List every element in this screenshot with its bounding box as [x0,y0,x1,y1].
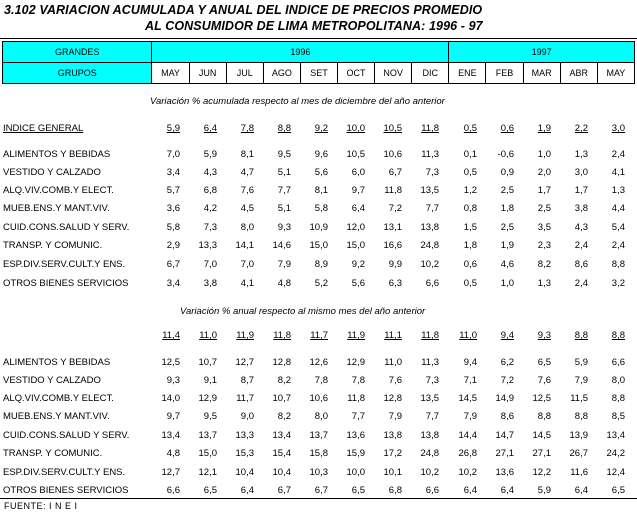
cell-value: 11,7 [236,393,254,404]
cell-value: 5,9 [203,149,217,160]
header-grandes: GRANDES [3,42,152,63]
cell-value: 10,2 [420,467,439,478]
cell-value: 5,6 [314,167,328,178]
cell-value: 10,7 [272,393,291,404]
cell-value: 8,8 [611,259,625,270]
row-label: VESTIDO Y CALZADO [3,167,101,178]
cell-value: 2,4 [574,240,588,251]
cell-value: 1,9 [537,123,551,134]
cell-value: 10,0 [346,467,365,478]
cell-value: 7,9 [388,411,402,422]
cell-value: 5,9 [166,123,180,134]
cell-value: 6,4 [351,203,365,214]
cell-value: 7,9 [574,375,588,386]
cell-value: 14,1 [235,240,254,251]
cell-value: 8,6 [574,259,588,270]
row-label: ALIMENTOS Y BEBIDAS [3,149,111,160]
cell-value: 6,5 [611,485,625,496]
cell-value: 13,8 [420,222,439,233]
header-month: AGO [263,63,300,84]
cell-value: 0,5 [463,278,477,289]
cell-value: 6,5 [351,485,365,496]
table-row [0,259,637,272]
cell-value: 0,6 [463,259,477,270]
cell-value: 13,4 [161,430,180,441]
title-line-2: AL CONSUMIDOR DE LIMA METROPOLITANA: 1996 - 97 [145,19,483,33]
cell-value: 13,5 [420,393,439,404]
cell-value: 5,1 [277,203,291,214]
cell-value: -0,6 [497,149,514,160]
header-month: ENE [449,63,486,84]
row-label: TRANSP. Y COMUNIC. [3,448,103,459]
cell-value: 3,4 [166,167,180,178]
cell-value: 0,6 [500,123,514,134]
header-month: MAY [597,63,634,84]
cell-value: 9,3 [537,330,551,341]
cell-value: 1,8 [463,240,477,251]
cell-value: 2,3 [537,240,551,251]
cell-value: 9,7 [166,411,180,422]
cell-value: 14,0 [161,393,180,404]
cell-value: 10,1 [383,467,402,478]
header-month: MAR [523,63,560,84]
cell-value: 10,0 [346,123,365,134]
cell-value: 3,5 [537,222,551,233]
cell-value: 15,0 [309,240,328,251]
cell-value: 26,8 [458,448,477,459]
cell-value: 6,4 [240,485,254,496]
cell-value: 15,8 [309,448,328,459]
cell-value: 6,8 [388,485,402,496]
cell-value: 1,7 [574,185,588,196]
cell-value: 0,5 [463,123,477,134]
cell-value: 12,2 [532,467,551,478]
row-label: ALIMENTOS Y BEBIDAS [3,357,111,368]
cell-value: 8,0 [240,222,254,233]
cell-value: 17,2 [383,448,402,459]
cell-value: 4,6 [500,259,514,270]
row-label: OTROS BIENES SERVICIOS [3,485,129,496]
table-row [0,203,637,216]
cell-value: 12,8 [272,357,291,368]
cell-value: 14,7 [495,430,514,441]
cell-value: 8,9 [314,259,328,270]
row-label: CUID.CONS.SALUD Y SERV. [3,430,130,441]
cell-value: 1,9 [500,240,514,251]
cell-value: 11,3 [421,357,439,368]
cell-value: 6,4 [574,485,588,496]
cell-value: 10,9 [309,222,328,233]
cell-value: 5,8 [166,222,180,233]
cell-value: 10,6 [309,393,328,404]
cell-value: 11,6 [570,467,588,478]
cell-value: 13,7 [198,430,217,441]
bottom-rule [0,498,637,499]
cell-value: 7,3 [203,222,217,233]
cell-value: 15,4 [272,448,291,459]
cell-value: 7,9 [463,411,477,422]
cell-value: 2,4 [611,149,625,160]
cell-value: 10,2 [458,467,477,478]
cell-value: 15,3 [235,448,254,459]
table-row [0,411,637,424]
header-month: SET [300,63,337,84]
cell-value: 15,0 [346,240,365,251]
cell-value: 24,2 [606,448,625,459]
row-label: MUEB.ENS.Y MANT.VIV. [3,203,110,214]
cell-value: 0,1 [463,149,477,160]
table-row [0,185,637,198]
cell-value: 6,0 [351,167,365,178]
cell-value: 3,4 [166,278,180,289]
cell-value: 12,9 [198,393,217,404]
cell-value: 9,4 [463,357,477,368]
table-row [0,357,637,370]
cell-value: 11,8 [273,330,291,341]
cell-value: 11,8 [384,185,402,196]
header-month: JUL [226,63,263,84]
cell-value: 1,8 [500,203,514,214]
cell-value: 12,7 [161,467,180,478]
cell-value: 10,3 [309,467,328,478]
table-row [0,222,637,235]
source-note: FUENTE: I N E I [4,501,78,511]
cell-value: 13,6 [346,430,365,441]
cell-value: 11,0 [199,330,217,341]
cell-value: 11,5 [570,393,588,404]
cell-value: 4,4 [611,203,625,214]
cell-value: 9,2 [314,123,328,134]
cell-value: 13,3 [198,240,217,251]
cell-value: 2,5 [537,203,551,214]
cell-value: 2,0 [537,167,551,178]
cell-value: 11,3 [421,149,439,160]
cell-value: 6,7 [166,259,180,270]
cell-value: 7,6 [537,375,551,386]
cell-value: 4,7 [240,167,254,178]
cell-value: 9,3 [166,375,180,386]
table-row [0,278,637,291]
cell-value: 8,8 [611,330,625,341]
cell-value: 10,6 [383,149,402,160]
cell-value: 6,3 [388,278,402,289]
row-label: MUEB.ENS.Y MANT.VIV. [3,411,110,422]
cell-value: 13,9 [569,430,588,441]
cell-value: 4,1 [611,167,625,178]
cell-value: 1,3 [574,149,588,160]
general-index-row [0,123,637,136]
table-row [0,485,637,498]
table-row [0,467,637,480]
row-label: ALQ.VIV.COMB.Y ELECT. [3,185,114,196]
cell-value: 1,0 [537,149,551,160]
cell-value: 7,7 [277,185,291,196]
cell-value: 9,5 [203,411,217,422]
cell-value: 13,3 [235,430,254,441]
cell-value: 8,1 [240,149,254,160]
cell-value: 7,0 [203,259,217,270]
cell-value: 6,4 [203,123,217,134]
cell-value: 0,5 [463,167,477,178]
cell-value: 1,2 [463,185,477,196]
table-row [0,393,637,406]
cell-value: 13,4 [606,430,625,441]
cell-value: 2,2 [574,123,588,134]
cell-value: 11,0 [459,330,477,341]
cell-value: 5,9 [574,357,588,368]
top-rule [0,38,637,39]
table-row [0,240,637,253]
cell-value: 14,9 [495,393,514,404]
cell-value: 2,4 [574,278,588,289]
cell-value: 2,4 [611,240,625,251]
row-label: ESP.DIV.SERV.CULT.Y ENS. [3,467,126,478]
cell-value: 1,3 [537,278,551,289]
cell-value: 4,1 [240,278,254,289]
cell-value: 14,5 [532,430,551,441]
cell-value: 7,9 [277,259,291,270]
cell-value: 6,4 [463,485,477,496]
cell-value: 13,4 [272,430,291,441]
cell-value: 11,1 [384,330,402,341]
cell-value: 6,4 [500,485,514,496]
cell-value: 2,5 [500,185,514,196]
cell-value: 14,5 [458,393,477,404]
row-label: ESP.DIV.SERV.CULT.Y ENS. [3,259,126,270]
cell-value: 12,5 [161,357,180,368]
cell-value: 11,9 [236,330,254,341]
cell-value: 13,8 [383,430,402,441]
cell-value: 27,1 [495,448,514,459]
cell-value: 9,7 [351,185,365,196]
general-index-row [0,330,637,343]
header-month: OCT [338,63,375,84]
cell-value: 14,6 [272,240,291,251]
cell-value: 10,7 [198,357,217,368]
row-label: ALQ.VIV.COMB.Y ELECT. [3,393,114,404]
cell-value: 24,8 [420,448,439,459]
cell-value: 11,0 [384,357,402,368]
cell-value: 7,6 [240,185,254,196]
cell-value: 9,5 [277,149,291,160]
cell-value: 6,6 [425,278,439,289]
cell-value: 11,8 [421,330,439,341]
cell-value: 9,1 [203,375,217,386]
cell-value: 10,4 [235,467,254,478]
table-row [0,167,637,180]
cell-value: 9,0 [240,411,254,422]
cell-value: 7,8 [314,375,328,386]
cell-value: 3,0 [574,167,588,178]
cell-value: 0,9 [500,167,514,178]
cell-value: 7,7 [425,203,439,214]
cell-value: 6,6 [166,485,180,496]
cell-value: 11,8 [347,393,365,404]
header-year-1996: 1996 [152,42,449,63]
cell-value: 14,4 [458,430,477,441]
cell-value: 7,1 [463,375,477,386]
cell-value: 6,7 [314,485,328,496]
cell-value: 13,7 [309,430,328,441]
cell-value: 4,2 [203,203,217,214]
table-row [0,448,637,461]
cell-value: 12,1 [198,467,217,478]
cell-value: 6,5 [203,485,217,496]
header-month: NOV [375,63,412,84]
cell-value: 7,3 [425,167,439,178]
cell-value: 7,7 [351,411,365,422]
cell-value: 8,2 [277,375,291,386]
cell-value: 12,9 [346,357,365,368]
cell-value: 11,9 [347,330,365,341]
cell-value: 7,0 [240,259,254,270]
cell-value: 11,4 [162,330,180,341]
cell-value: 12,4 [606,467,625,478]
cell-value: 6,8 [203,185,217,196]
cell-value: 9,3 [277,222,291,233]
cell-value: 26,7 [569,448,588,459]
header-grupos: GRUPOS [3,63,152,84]
header-year-1997: 1997 [449,42,635,63]
header-month: DIC [412,63,449,84]
cell-value: 9,9 [388,259,402,270]
cell-value: 6,5 [537,357,551,368]
cell-value: 7,2 [388,203,402,214]
cell-value: 12,8 [383,393,402,404]
cell-value: 0,8 [463,203,477,214]
row-label: CUID.CONS.SALUD Y SERV. [3,222,130,233]
cell-value: 9,2 [351,259,365,270]
cell-value: 8,8 [574,411,588,422]
section-1-subtitle: Variación % acumulada respecto al mes de diciembre del año anterior [150,96,445,107]
cell-value: 5,9 [537,485,551,496]
cell-value: 5,6 [351,278,365,289]
cell-value: 4,8 [166,448,180,459]
cell-value: 7,8 [351,375,365,386]
cell-value: 5,4 [611,222,625,233]
cell-value: 6,2 [500,357,514,368]
cell-value: 5,7 [166,185,180,196]
cell-value: 5,8 [314,203,328,214]
cell-value: 8,6 [500,411,514,422]
cell-value: 8,0 [314,411,328,422]
cell-value: 15,0 [198,448,217,459]
cell-value: 10,5 [346,149,365,160]
cell-value: 16,6 [383,240,402,251]
cell-value: 15,9 [346,448,365,459]
cell-value: 12,7 [235,357,254,368]
cell-value: 8,8 [537,411,551,422]
cell-value: 7,7 [425,411,439,422]
cell-value: 4,8 [277,278,291,289]
cell-value: 8,8 [611,393,625,404]
cell-value: 10,5 [383,123,402,134]
header-month: FEB [486,63,523,84]
cell-value: 5,1 [277,167,291,178]
cell-value: 2,9 [166,240,180,251]
cell-value: 24,8 [420,240,439,251]
cell-value: 2,5 [500,222,514,233]
cell-value: 8,7 [240,375,254,386]
cell-value: 13,8 [420,430,439,441]
cell-value: 5,2 [314,278,328,289]
cell-value: 6,7 [277,485,291,496]
cell-value: 6,6 [425,485,439,496]
table-row [0,149,637,162]
cell-value: 8,0 [611,375,625,386]
cell-value: 4,3 [574,222,588,233]
cell-value: 8,5 [611,411,625,422]
cell-value: 3,2 [611,278,625,289]
cell-value: 6,6 [611,357,625,368]
row-label: INDICE GENERAL [3,123,84,134]
cell-value: 7,3 [425,375,439,386]
table-row [0,375,637,388]
title-line-1: 3.102 VARIACION ACUMULADA Y ANUAL DEL INDICE DE PRECIOS PROMEDIO [4,3,483,17]
header-month: MAY [152,63,189,84]
cell-value: 8,8 [277,123,291,134]
table-row [0,430,637,443]
cell-value: 10,4 [272,467,291,478]
header-month: JUN [189,63,226,84]
cell-value: 7,6 [388,375,402,386]
cell-value: 7,8 [240,123,254,134]
cell-value: 27,1 [532,448,551,459]
cell-value: 12,6 [309,357,328,368]
cell-value: 13,1 [383,222,402,233]
cell-value: 11,7 [310,330,328,341]
cell-value: 3,6 [166,203,180,214]
cell-value: 7,0 [166,149,180,160]
cell-value: 3,8 [574,203,588,214]
cell-value: 11,8 [421,123,439,134]
cell-value: 9,6 [314,149,328,160]
cell-value: 8,8 [574,330,588,341]
cell-value: 4,3 [203,167,217,178]
cell-value: 9,4 [500,330,514,341]
cell-value: 12,5 [532,393,551,404]
cell-value: 8,2 [537,259,551,270]
cell-value: 1,5 [463,222,477,233]
cell-value: 12,0 [346,222,365,233]
row-label: TRANSP. Y COMUNIC. [3,240,103,251]
cell-value: 3,8 [203,278,217,289]
cell-value: 13,5 [420,185,439,196]
cell-value: 4,5 [240,203,254,214]
header-table [2,41,635,84]
row-label: VESTIDO Y CALZADO [3,375,101,386]
cell-value: 10,2 [420,259,439,270]
cell-value: 1,0 [500,278,514,289]
cell-value: 1,3 [611,185,625,196]
cell-value: 1,7 [537,185,551,196]
row-label: OTROS BIENES SERVICIOS [3,278,129,289]
cell-value: 13,6 [495,467,514,478]
cell-value: 7,2 [500,375,514,386]
header-month: ABR [560,63,597,84]
cell-value: 6,7 [388,167,402,178]
cell-value: 8,2 [277,411,291,422]
cell-value: 8,1 [314,185,328,196]
section-2-subtitle: Variación % anual respecto al mismo mes del año anterior [180,306,426,317]
cell-value: 3,0 [611,123,625,134]
